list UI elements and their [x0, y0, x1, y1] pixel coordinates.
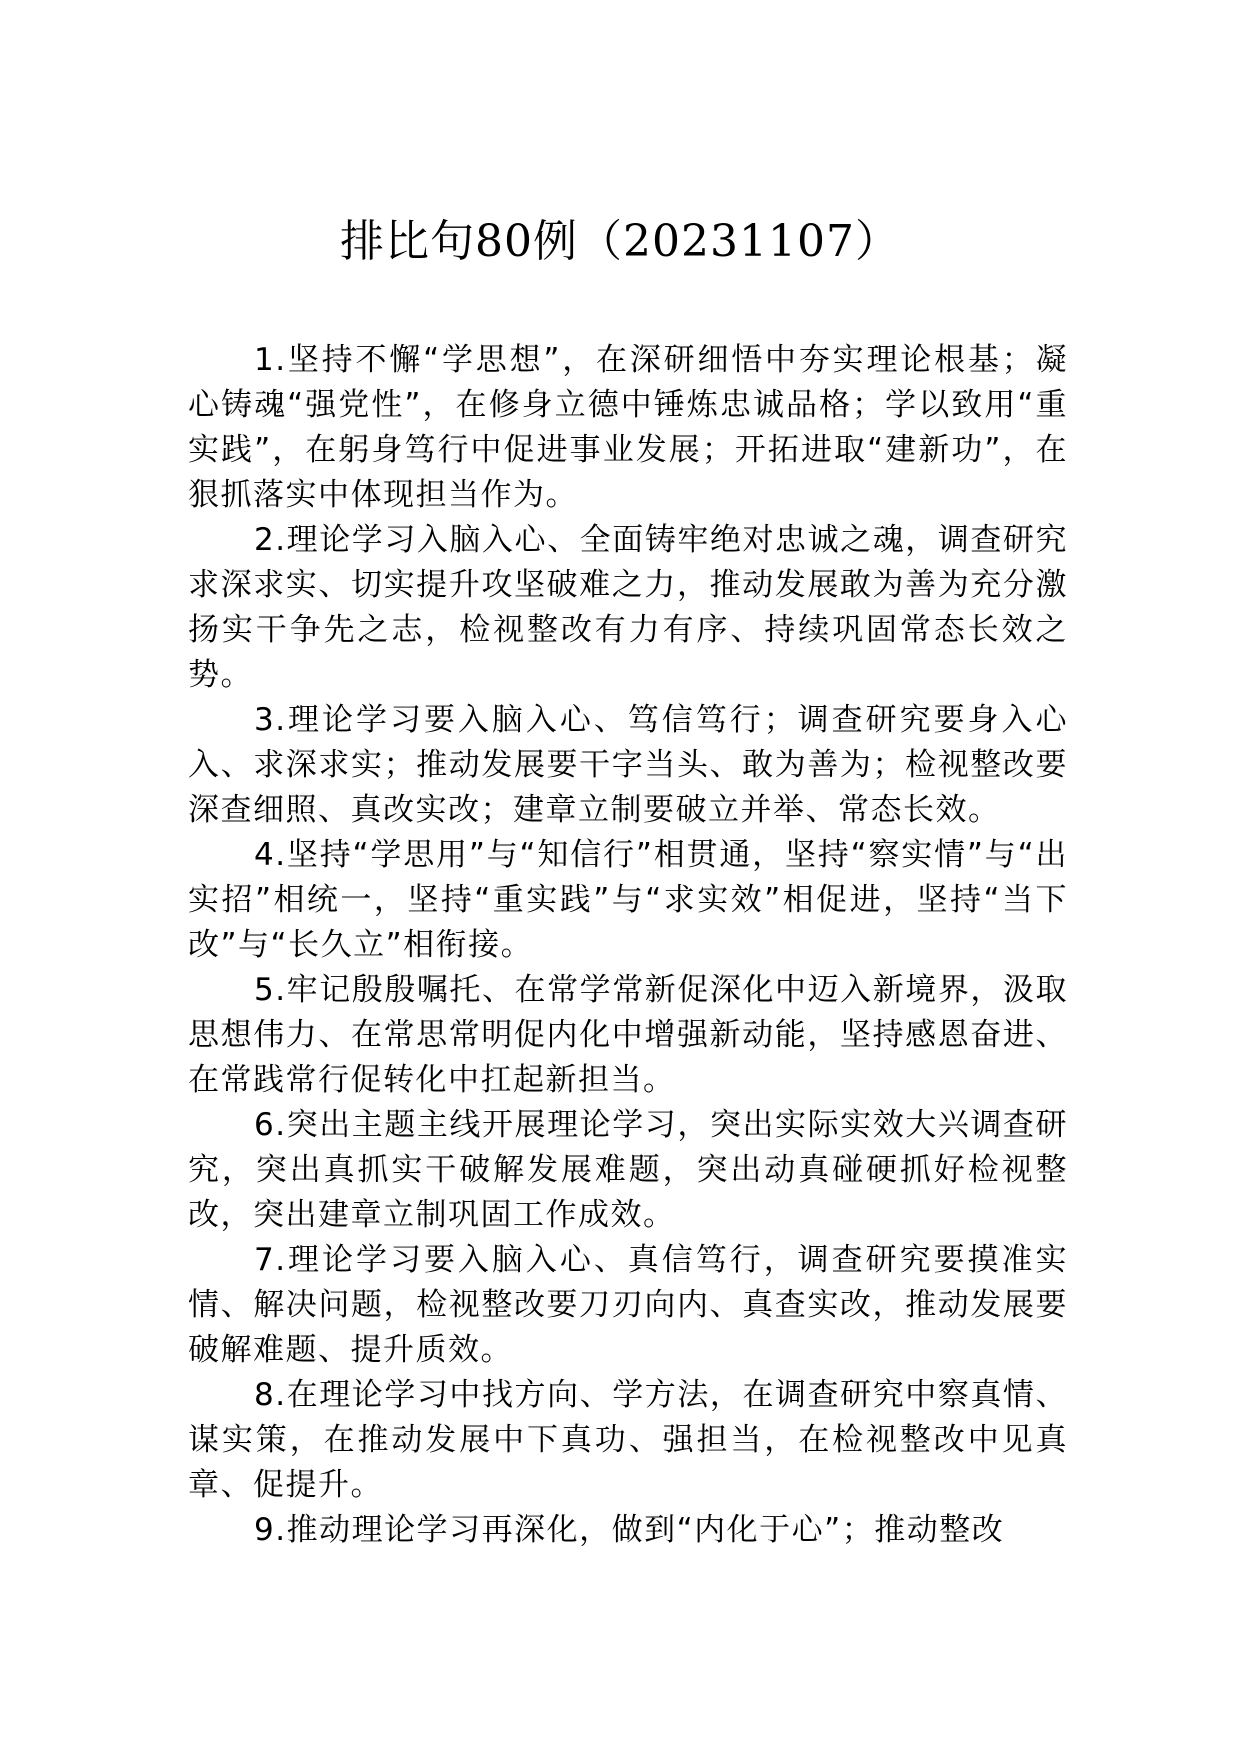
document-title: 排比句80例（20231107）: [340, 216, 900, 267]
document-body: [188, 338, 1068, 1553]
paragraph-8: 8.在理论学习中找方向、学方法，在调查研究中察真情、谋实策，在推动发展中下真功、强担当，在检视整改中见真章、促提升。: [188, 1377, 1068, 1503]
paragraph-7: 7.理论学习要入脑入心、真信笃行，调查研究要摸准实情、解决问题，检视整改要刀刃向内、真查实改，推动发展要破解难题、提升质效。: [188, 1242, 1068, 1368]
paragraph-4: 4.坚持“学思用”与“知信行”相贯通，坚持“察实情”与“出实招”相统一，坚持“重实践”与“求实效”相促进，坚持“当下改”与“长久立”相衔接。: [188, 837, 1068, 963]
paragraph-9: 9.推动理论学习再深化，做到“内化于心”；推动整改: [254, 1512, 1005, 1548]
paragraph-1: 1.坚持不懈“学思想”，在深研细悟中夯实理论根基；凝心铸魂“强党性”，在修身立德中锤炼忠诚品格；学以致用“重实践”，在躬身笃行中促进事业发展；开拓进取“建新功”，在狠抓落实中体现担当作为。: [188, 342, 1068, 513]
paragraph-2: 2.理论学习入脑入心、全面铸牢绝对忠诚之魂，调查研究求深求实、切实提升攻坚破难之力，推动发展敢为善为充分激扬实干争先之志，检视整改有力有序、持续巩固常态长效之势。: [188, 522, 1068, 693]
paragraph-6: 6.突出主题主线开展理论学习，突出实际实效大兴调查研究，突出真抓实干破解发展难题，突出动真碰硬抓好检视整改，突出建章立制巩固工作成效。: [188, 1107, 1068, 1233]
paragraph-5: 5.牢记殷殷嘱托、在常学常新促深化中迈入新境界，汲取思想伟力、在常思常明促内化中增强新动能，坚持感恩奋进、在常践常行促转化中扛起新担当。: [188, 972, 1068, 1098]
paragraph-3: 3.理论学习要入脑入心、笃信笃行；调查研究要身入心入、求深求实；推动发展要干字当头、敢为善为；检视整改要深查细照、真改实改；建章立制要破立并举、常态长效。: [188, 702, 1068, 828]
